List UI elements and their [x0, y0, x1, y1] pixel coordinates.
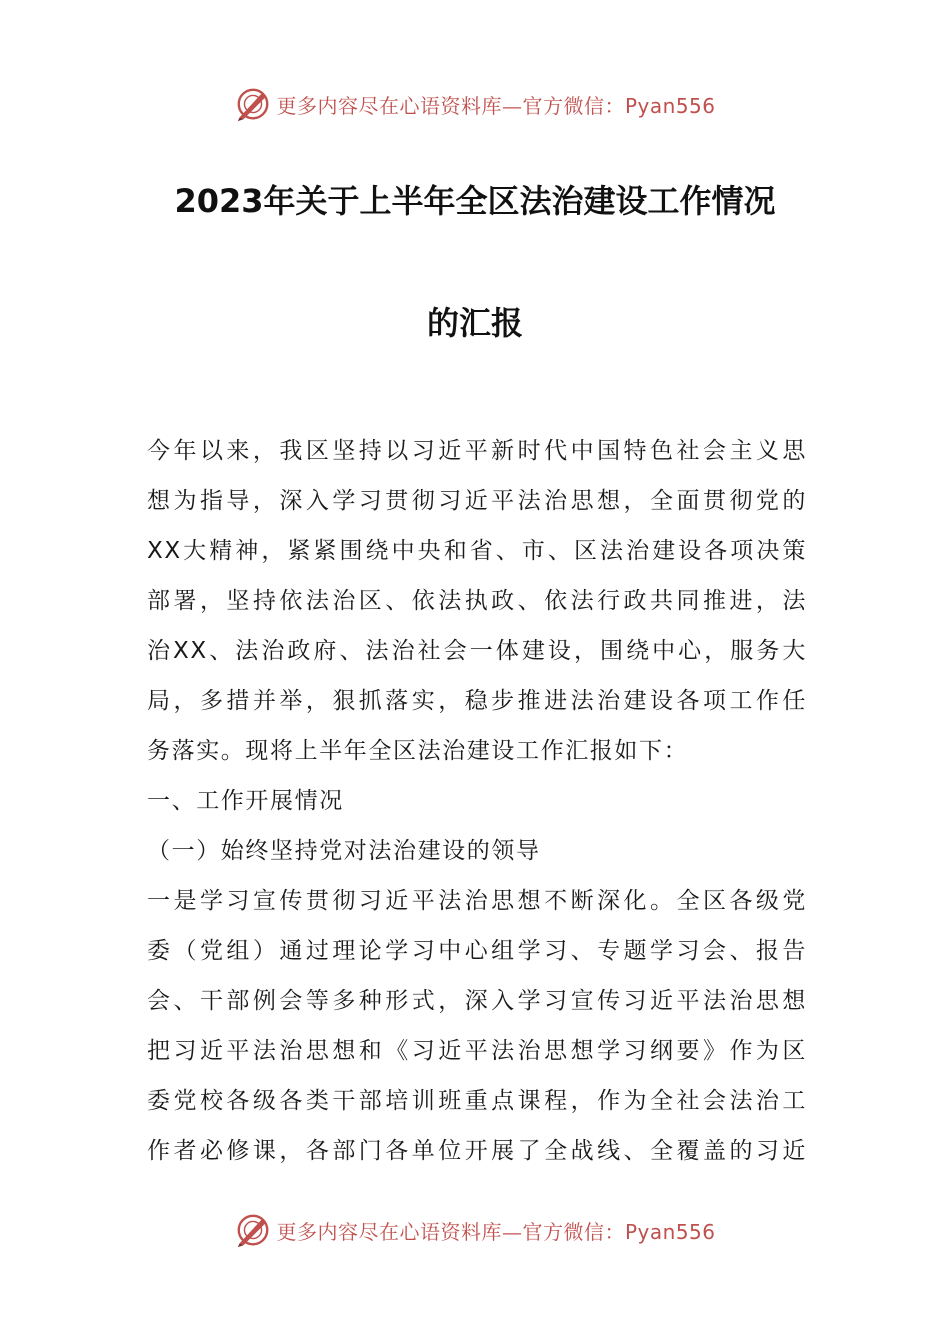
document-title-line2: 的汇报 [426, 304, 523, 342]
wechat-id: Pyan556 [624, 93, 716, 118]
body-line: 委（党组）通过理论学习中心组学习、专题学习会、报告 [147, 938, 807, 964]
wechat-id: Pyan556 [624, 1219, 716, 1244]
subsection-heading: （一）始终坚持党对法治建设的领导 [147, 838, 541, 864]
pen-logo-icon [234, 1211, 272, 1249]
footer-watermark [0, 1208, 950, 1252]
watermark-text: 更多内容尽在心语资料库—官方微信：Pyan556 [276, 93, 716, 118]
body-line: 一是学习宣传贯彻习近平法治思想不断深化。全区各级党 [147, 888, 807, 914]
body-line: 治XX、法治政府、法治社会一体建设，围绕中心，服务大 [147, 638, 807, 664]
watermark-text: 更多内容尽在心语资料库—官方微信：Pyan556 [276, 1219, 716, 1244]
body-line: 委党校各级各类干部培训班重点课程，作为全社会法治工 [147, 1088, 807, 1114]
body-line: 作者必修课，各部门各单位开展了全战线、全覆盖的习近 [147, 1138, 807, 1164]
document-body [147, 426, 807, 1176]
body-line: 局，多措并举，狠抓落实，稳步推进法治建设各项工作任 [147, 688, 807, 714]
header-watermark [0, 82, 950, 126]
section-heading: 一、工作开展情况 [147, 788, 344, 814]
body-line: XX大精神，紧紧围绕中央和省、市、区法治建设各项决策 [147, 538, 807, 564]
body-line: 会、干部例会等多种形式，深入学习宣传习近平法治思想 [147, 988, 807, 1014]
body-line: 今年以来，我区坚持以习近平新时代中国特色社会主义思 [147, 438, 807, 464]
body-line: 部署，坚持依法治区、依法执政、依法行政共同推进，法 [147, 588, 807, 614]
body-line: 想为指导，深入学习贯彻习近平法治思想，全面贯彻党的 [147, 488, 807, 514]
body-line: 把习近平法治思想和《习近平法治思想学习纲要》作为区 [147, 1038, 807, 1064]
document-title-line1: 2023年关于上半年全区法治建设工作情况 [174, 182, 776, 220]
body-line: 务落实。现将上半年全区法治建设工作汇报如下： [147, 738, 689, 764]
pen-logo-icon [234, 85, 272, 123]
